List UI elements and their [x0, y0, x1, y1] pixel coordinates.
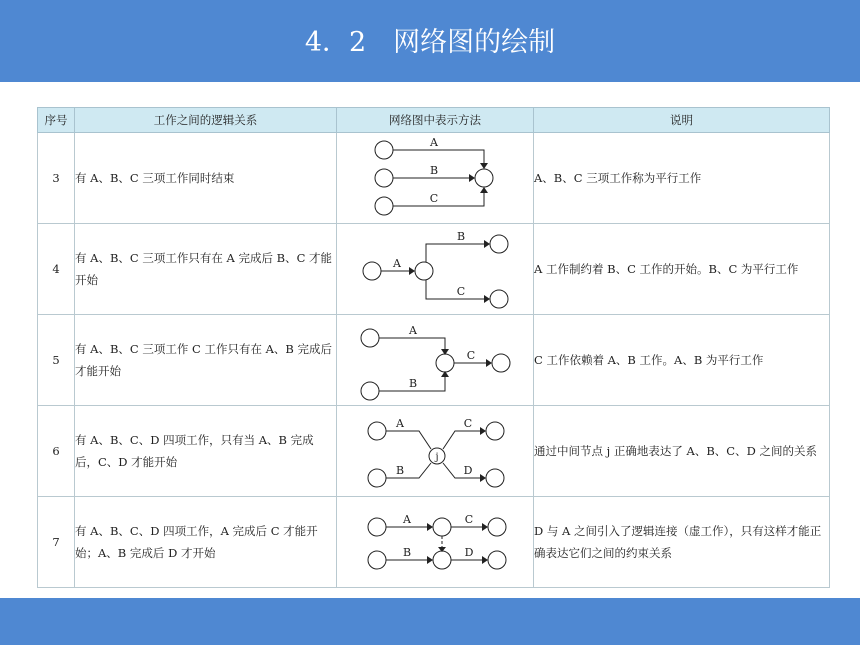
row-number: 5: [38, 315, 75, 406]
row-relation: 有 A、B、C、D 四项工作，A 完成后 C 才能开始；A、B 完成后 D 才开始: [75, 497, 337, 588]
activity-label: B: [429, 164, 439, 177]
row-note: 通过中间节点 j 正确地表达了 A、B、C、D 之间的关系: [534, 406, 830, 497]
row-note: A、B、C 三项工作称为平行工作: [534, 133, 830, 224]
table-row: [38, 315, 830, 406]
header-note: 说明: [534, 108, 830, 133]
network-diagram-7: [337, 497, 534, 587]
page-title: 4．2 网络图的绘制: [304, 27, 556, 58]
row-number: 4: [38, 224, 75, 315]
table-header-row: [38, 108, 830, 133]
activity-label: B: [408, 377, 418, 390]
row-diagram: [337, 497, 534, 588]
header-relation: 工作之间的逻辑关系: [75, 108, 337, 133]
activity-label: B: [395, 464, 405, 477]
network-diagram-3: [337, 133, 534, 223]
header-seq: 序号: [38, 108, 75, 133]
table-row: [38, 133, 830, 224]
activity-label: C: [429, 192, 439, 205]
table-row: [38, 497, 830, 588]
activity-label: D: [464, 546, 474, 559]
activity-label: C: [464, 513, 474, 526]
row-relation: 有 A、B、C 三项工作只有在 A 完成后 B、C 才能开始: [75, 224, 337, 315]
activity-label: C: [466, 349, 476, 362]
activity-label: A: [403, 513, 411, 526]
row-number: 7: [38, 497, 75, 588]
row-note: A 工作制约着 B、C 工作的开始。B、C 为平行工作: [534, 224, 830, 315]
row-note: D 与 A 之间引入了逻辑连接（虚工作），只有这样才能正确表达它们之间的约束关系: [534, 497, 830, 588]
network-diagram-6: [337, 406, 534, 496]
table-row: [38, 406, 830, 497]
network-diagram-5: [337, 315, 534, 405]
row-number: 3: [38, 133, 75, 224]
activity-label: A: [409, 324, 417, 337]
activity-label: D: [463, 464, 473, 477]
row-relation: 有 A、B、C 三项工作同时结束: [75, 133, 337, 224]
row-number: 6: [38, 406, 75, 497]
row-note: C 工作依赖着 A、B 工作。A、B 为平行工作: [534, 315, 830, 406]
row-relation: 有 A、B、C、D 四项工作，只有当 A、B 完成后，C、D 才能开始: [75, 406, 337, 497]
footer-bar: [0, 598, 860, 645]
network-diagram-4: [337, 224, 534, 314]
row-diagram: [337, 133, 534, 224]
activity-label: B: [402, 546, 412, 559]
row-diagram: [337, 315, 534, 406]
activity-label: C: [463, 417, 473, 430]
row-diagram: [337, 406, 534, 497]
activity-label: B: [456, 230, 466, 243]
activity-label: A: [393, 257, 401, 270]
activity-label: C: [456, 285, 466, 298]
activity-label: A: [396, 417, 404, 430]
logic-relation-table: [37, 107, 830, 588]
header-diagram: 网络图中表示方法: [337, 108, 534, 133]
row-relation: 有 A、B、C 三项工作 C 工作只有在 A、B 完成后才能开始: [75, 315, 337, 406]
node-label: j: [435, 452, 439, 463]
table-row: [38, 224, 830, 315]
activity-label: A: [430, 136, 438, 149]
row-diagram: [337, 224, 534, 315]
